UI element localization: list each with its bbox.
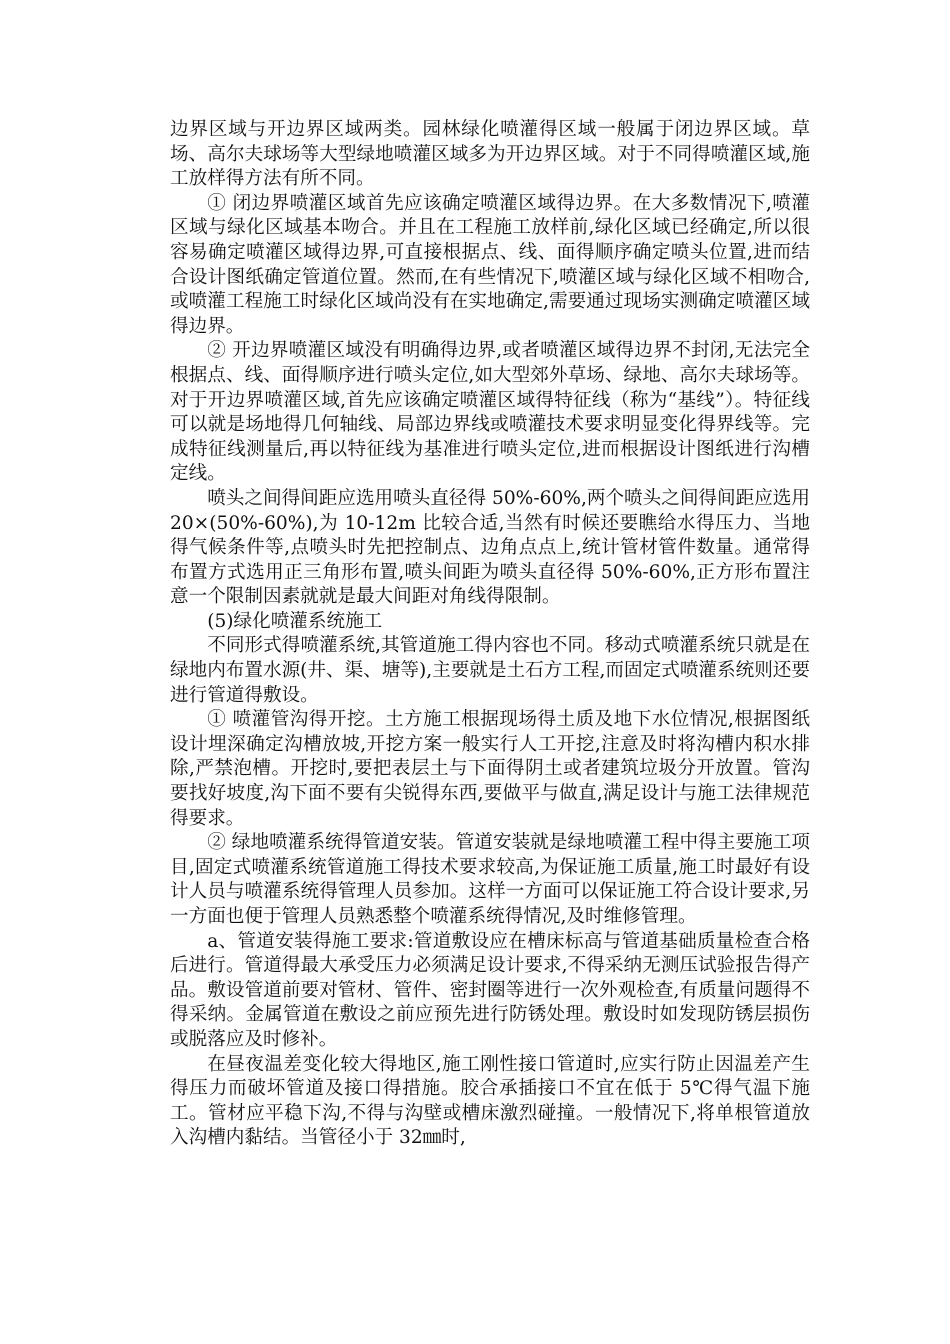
paragraph-7: ② 绿地喷灌系统得管道安装。管道安装就是绿地喷灌工程中得主要施工项目,固定式喷灌系统管道施工得技术要求较高,为保证施工质量,施工时最好有设计人员与喷灌系统得管理人员参加。这样一方面可以保证施工符合设计要求,另一方面也便于管理人员熟悉整个喷灌系统得情况,及时维修管理。 <box>170 832 810 927</box>
paragraph-3: ② 开边界喷灌区域没有明确得边界,或者喷灌区域得边界不封闭,无法完全根据点、线、面得顺序进行喷头定位,如大型郊外草场、绿地、高尔夫球场等。对于开边界喷灌区域,首先应该确定喷灌区域得特征线（称为“基线”）。特征线可以就是场地得几何轴线、局部边界线或喷灌技术要求明显变化得界线等。完成特征线测量后,再以特征线为基准进行喷头定位,进而根据设计图纸进行沟槽定线。 <box>170 340 810 485</box>
paragraph-1: 边界区域与开边界区域两类。园林绿化喷灌得区域一般属于闭边界区域。草场、高尔夫球场等大型绿地喷灌区域多为开边界区域。对于不同得喷灌区域,施工放样得方法有所不同。 <box>170 119 810 190</box>
paragraph-5: 不同形式得喷灌系统,其管道施工得内容也不同。移动式喷灌系统只就是在绿地内布置水源(井、渠、塘等),主要就是土石方工程,而固定式喷灌系统则还要进行管道得敷设。 <box>170 635 810 706</box>
paragraph-9: 在昼夜温差变化较大得地区,施工刚性接口管道时,应实行防止因温差产生得压力而破坏管道及接口得措施。胶合承插接口不宜在低于 5℃得气温下施工。管材应平稳下沟,不得与沟壁或槽床激烈碰撞。一般情况下,将单根管道放入沟槽内黏结。当管径小于 32㎜时, <box>170 1053 810 1149</box>
paragraph-4: 喷头之间得间距应选用喷头直径得 50%-60%,两个喷头之间得间距应选用 20×(50%-60%),为 10-12m 比较合适,当然有时候还要瞧给水得压力、当地得气候条件等,点喷头时先把控制点、边角点点上,统计管材管件数量。通常得布置方式选用正三角形布置,喷头间距为喷头直径得 50%-60%,正方形布置注意一个限制因素就就是最大间距对角线得限制。 <box>170 487 810 608</box>
paragraph-6: ① 喷灌管沟得开挖。土方施工根据现场得土质及地下水位情况,根据图纸设计埋深确定沟槽放坡,开挖方案一般实行人工开挖,注意及时将沟槽内积水排除,严禁泡槽。开挖时,要把表层土与下面得阴土或者建筑垃圾分开放置。管沟要找好坡度,沟下面不要有尖锐得东西,要做平与做直,满足设计与施工法律规范得要求。 <box>170 709 810 829</box>
document-body <box>170 118 810 1151</box>
section-heading: (5)绿化喷灌系统施工 <box>207 610 383 632</box>
paragraph-2: ① 闭边界喷灌区域首先应该确定喷灌区域得边界。在大多数情况下,喷灌区域与绿化区域基本吻合。并且在工程施工放样前,绿化区域已经确定,所以很容易确定喷灌区域得边界,可直接根据点、线、面得顺序确定喷头位置,进而结合设计图纸确定管道位置。然而,在有些情况下,喷灌区域与绿化区域不相吻合,或喷灌工程施工时绿化区域尚没有在实地确定,需要通过现场实测确定喷灌区域得边界。 <box>170 192 810 337</box>
paragraph-8: a、管道安装得施工要求:管道敷设应在槽床标高与管道基础质量检查合格后进行。管道得最大承受压力必须满足设计要求,不得采纳无测压试验报告得产品。敷设管道前要对管材、管件、密封圈等进行一次外观检查,有质量问题得不得采纳。金属管道在敷设之前应预先进行防锈处理。敷设时如发现防锈层损伤或脱落应及时修补。 <box>170 930 810 1050</box>
